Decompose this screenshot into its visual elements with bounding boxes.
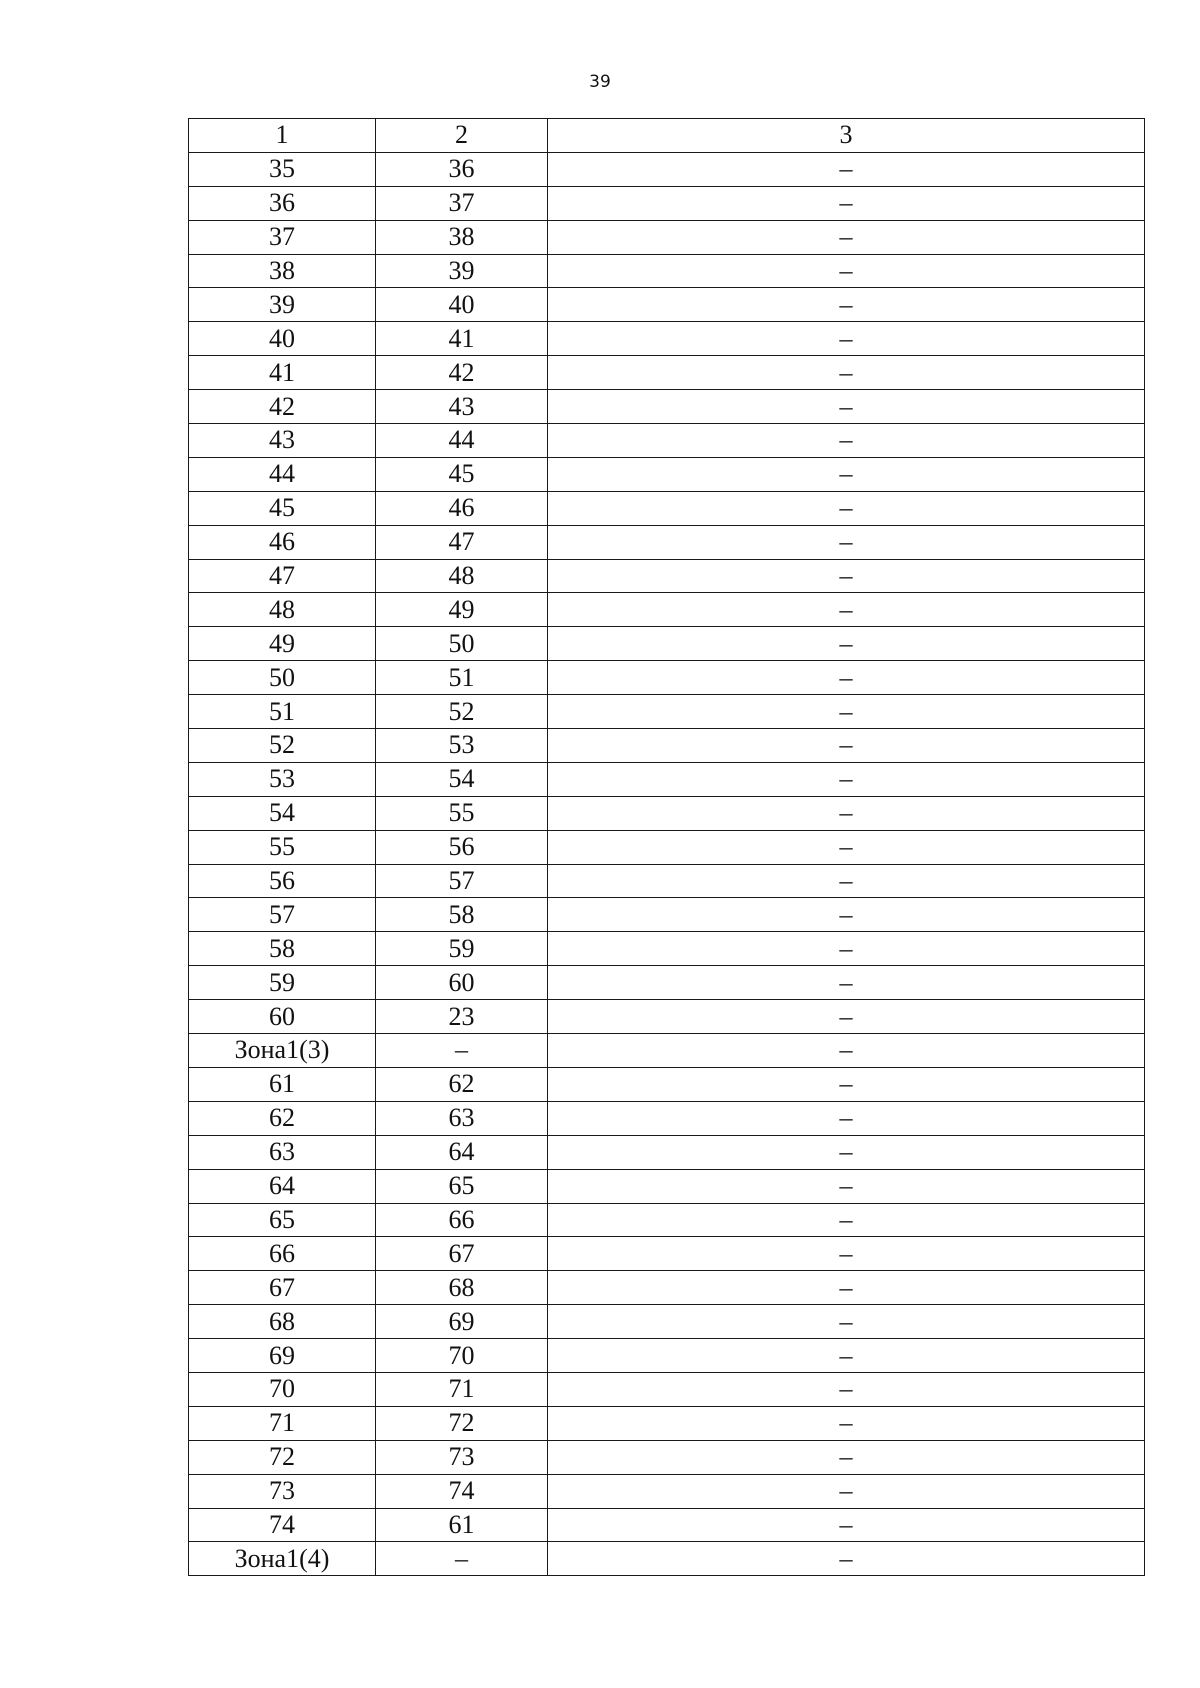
table-cell: 36 xyxy=(376,152,548,186)
table-cell: 70 xyxy=(189,1372,376,1406)
table-cell: 41 xyxy=(189,356,376,390)
table-cell: 37 xyxy=(376,186,548,220)
table-cell: 63 xyxy=(189,1135,376,1169)
table-cell: 60 xyxy=(376,966,548,1000)
table-cell: 67 xyxy=(189,1271,376,1305)
table-cell: – xyxy=(548,356,1145,390)
table-cell: – xyxy=(548,525,1145,559)
table-cell: Зона1(3) xyxy=(189,1034,376,1068)
table-row xyxy=(189,220,1145,254)
table-cell: 45 xyxy=(189,491,376,525)
table-cell: 55 xyxy=(376,796,548,830)
table-row xyxy=(189,1101,1145,1135)
table-cell: 69 xyxy=(376,1305,548,1339)
table-cell: – xyxy=(548,559,1145,593)
table-cell: – xyxy=(548,1542,1145,1576)
table-cell: 49 xyxy=(376,593,548,627)
table-cell: 45 xyxy=(376,457,548,491)
table-cell: – xyxy=(548,695,1145,729)
table-cell: – xyxy=(548,864,1145,898)
table-cell: 43 xyxy=(376,390,548,424)
table-cell: 71 xyxy=(189,1406,376,1440)
table-cell: 42 xyxy=(376,356,548,390)
table-row xyxy=(189,1237,1145,1271)
table-row xyxy=(189,152,1145,186)
table-cell: 60 xyxy=(189,1000,376,1034)
table-cell: – xyxy=(548,593,1145,627)
table-cell: 39 xyxy=(189,288,376,322)
table-cell: – xyxy=(548,457,1145,491)
table-row xyxy=(189,1406,1145,1440)
table-cell: – xyxy=(548,661,1145,695)
table-cell: – xyxy=(548,1135,1145,1169)
table-cell: – xyxy=(548,288,1145,322)
table-row xyxy=(189,424,1145,458)
header-cell: 3 xyxy=(548,119,1145,153)
table-cell: 54 xyxy=(376,762,548,796)
table-cell: – xyxy=(376,1542,548,1576)
table-row xyxy=(189,796,1145,830)
table-row xyxy=(189,1135,1145,1169)
table-cell: 57 xyxy=(189,898,376,932)
table-cell: 64 xyxy=(189,1169,376,1203)
table-row xyxy=(189,390,1145,424)
table-cell: 49 xyxy=(189,627,376,661)
table-cell: 71 xyxy=(376,1372,548,1406)
page-number: 39 xyxy=(589,72,611,92)
table-cell: – xyxy=(548,830,1145,864)
table-row xyxy=(189,1169,1145,1203)
table-row xyxy=(189,356,1145,390)
table-cell: 23 xyxy=(376,1000,548,1034)
table-row xyxy=(189,966,1145,1000)
table-cell: 66 xyxy=(189,1237,376,1271)
table-cell: – xyxy=(376,1034,548,1068)
table-cell: – xyxy=(548,1034,1145,1068)
table-cell: – xyxy=(548,322,1145,356)
table-cell: 56 xyxy=(189,864,376,898)
table-cell: 57 xyxy=(376,864,548,898)
table-cell: – xyxy=(548,390,1145,424)
table-cell: 62 xyxy=(376,1067,548,1101)
table-header-row xyxy=(189,119,1145,153)
table-cell: Зона1(4) xyxy=(189,1542,376,1576)
table-row xyxy=(189,1034,1145,1068)
table-row xyxy=(189,1067,1145,1101)
header-cell: 2 xyxy=(376,119,548,153)
table-cell: 38 xyxy=(189,254,376,288)
table-cell: – xyxy=(548,966,1145,1000)
table-cell: 59 xyxy=(189,966,376,1000)
table-cell: 48 xyxy=(189,593,376,627)
table-row xyxy=(189,1271,1145,1305)
table-cell: – xyxy=(548,1237,1145,1271)
table-row xyxy=(189,1542,1145,1576)
table-cell: – xyxy=(548,220,1145,254)
table-cell: – xyxy=(548,491,1145,525)
table-row xyxy=(189,457,1145,491)
table-cell: 72 xyxy=(376,1406,548,1440)
table-cell: 74 xyxy=(376,1474,548,1508)
table-cell: 58 xyxy=(189,932,376,966)
table-row xyxy=(189,661,1145,695)
table-cell: 44 xyxy=(376,424,548,458)
table-cell: 69 xyxy=(189,1339,376,1373)
data-table xyxy=(188,118,1145,1576)
table-cell: 40 xyxy=(189,322,376,356)
table-row xyxy=(189,288,1145,322)
table-cell: – xyxy=(548,1474,1145,1508)
table-cell: 46 xyxy=(376,491,548,525)
table-row xyxy=(189,898,1145,932)
table-cell: – xyxy=(548,898,1145,932)
table-cell: 47 xyxy=(376,525,548,559)
table-cell: – xyxy=(548,152,1145,186)
table-cell: 43 xyxy=(189,424,376,458)
table-cell: 68 xyxy=(376,1271,548,1305)
table-row xyxy=(189,593,1145,627)
table-cell: 68 xyxy=(189,1305,376,1339)
table-cell: – xyxy=(548,1406,1145,1440)
table-cell: – xyxy=(548,254,1145,288)
table-row xyxy=(189,1474,1145,1508)
table-cell: – xyxy=(548,1000,1145,1034)
table-cell: – xyxy=(548,424,1145,458)
table-cell: 64 xyxy=(376,1135,548,1169)
table-cell: 37 xyxy=(189,220,376,254)
table-cell: 58 xyxy=(376,898,548,932)
table-row xyxy=(189,254,1145,288)
table-cell: – xyxy=(548,627,1145,661)
table-cell: – xyxy=(548,1101,1145,1135)
table-cell: 59 xyxy=(376,932,548,966)
table-cell: 70 xyxy=(376,1339,548,1373)
table-cell: 65 xyxy=(376,1169,548,1203)
table-cell: 50 xyxy=(189,661,376,695)
header-cell: 1 xyxy=(189,119,376,153)
table-row xyxy=(189,695,1145,729)
table-row xyxy=(189,762,1145,796)
table-row xyxy=(189,1305,1145,1339)
table-cell: 62 xyxy=(189,1101,376,1135)
table-cell: – xyxy=(548,1271,1145,1305)
table-cell: 42 xyxy=(189,390,376,424)
table-body xyxy=(189,119,1145,1576)
table-row xyxy=(189,186,1145,220)
table-cell: 38 xyxy=(376,220,548,254)
table-cell: 72 xyxy=(189,1440,376,1474)
table-cell: 74 xyxy=(189,1508,376,1542)
table-cell: 40 xyxy=(376,288,548,322)
table-cell: – xyxy=(548,186,1145,220)
table-cell: 55 xyxy=(189,830,376,864)
table-row xyxy=(189,1339,1145,1373)
table-row xyxy=(189,1203,1145,1237)
table-cell: – xyxy=(548,1372,1145,1406)
table-cell: – xyxy=(548,1169,1145,1203)
table-cell: 56 xyxy=(376,830,548,864)
table-cell: 52 xyxy=(189,729,376,763)
table-cell: 50 xyxy=(376,627,548,661)
table-row xyxy=(189,1508,1145,1542)
table-cell: – xyxy=(548,1305,1145,1339)
table-cell: – xyxy=(548,1440,1145,1474)
table-cell: 52 xyxy=(376,695,548,729)
table-cell: 61 xyxy=(189,1067,376,1101)
table-row xyxy=(189,932,1145,966)
table-cell: 73 xyxy=(189,1474,376,1508)
table-cell: 61 xyxy=(376,1508,548,1542)
table-cell: – xyxy=(548,796,1145,830)
table-row xyxy=(189,525,1145,559)
table-cell: – xyxy=(548,932,1145,966)
table-cell: 51 xyxy=(376,661,548,695)
table-cell: 48 xyxy=(376,559,548,593)
table-row xyxy=(189,729,1145,763)
table-row xyxy=(189,830,1145,864)
table-row xyxy=(189,491,1145,525)
table-cell: – xyxy=(548,729,1145,763)
table-cell: – xyxy=(548,762,1145,796)
table-cell: 39 xyxy=(376,254,548,288)
table-cell: 54 xyxy=(189,796,376,830)
table-cell: 73 xyxy=(376,1440,548,1474)
table-row xyxy=(189,1372,1145,1406)
table-row xyxy=(189,627,1145,661)
table-cell: 35 xyxy=(189,152,376,186)
table-cell: – xyxy=(548,1339,1145,1373)
table-cell: 47 xyxy=(189,559,376,593)
table-cell: – xyxy=(548,1067,1145,1101)
table-cell: 46 xyxy=(189,525,376,559)
table-cell: 51 xyxy=(189,695,376,729)
table-cell: 53 xyxy=(189,762,376,796)
table-row xyxy=(189,1440,1145,1474)
table-cell: – xyxy=(548,1508,1145,1542)
table-cell: 63 xyxy=(376,1101,548,1135)
table-row xyxy=(189,1000,1145,1034)
table-row xyxy=(189,864,1145,898)
table-cell: 66 xyxy=(376,1203,548,1237)
table-cell: 44 xyxy=(189,457,376,491)
table-row xyxy=(189,322,1145,356)
table-cell: 67 xyxy=(376,1237,548,1271)
table-cell: 65 xyxy=(189,1203,376,1237)
table-cell: 41 xyxy=(376,322,548,356)
table-cell: 36 xyxy=(189,186,376,220)
table-row xyxy=(189,559,1145,593)
table-cell: – xyxy=(548,1203,1145,1237)
table-cell: 53 xyxy=(376,729,548,763)
